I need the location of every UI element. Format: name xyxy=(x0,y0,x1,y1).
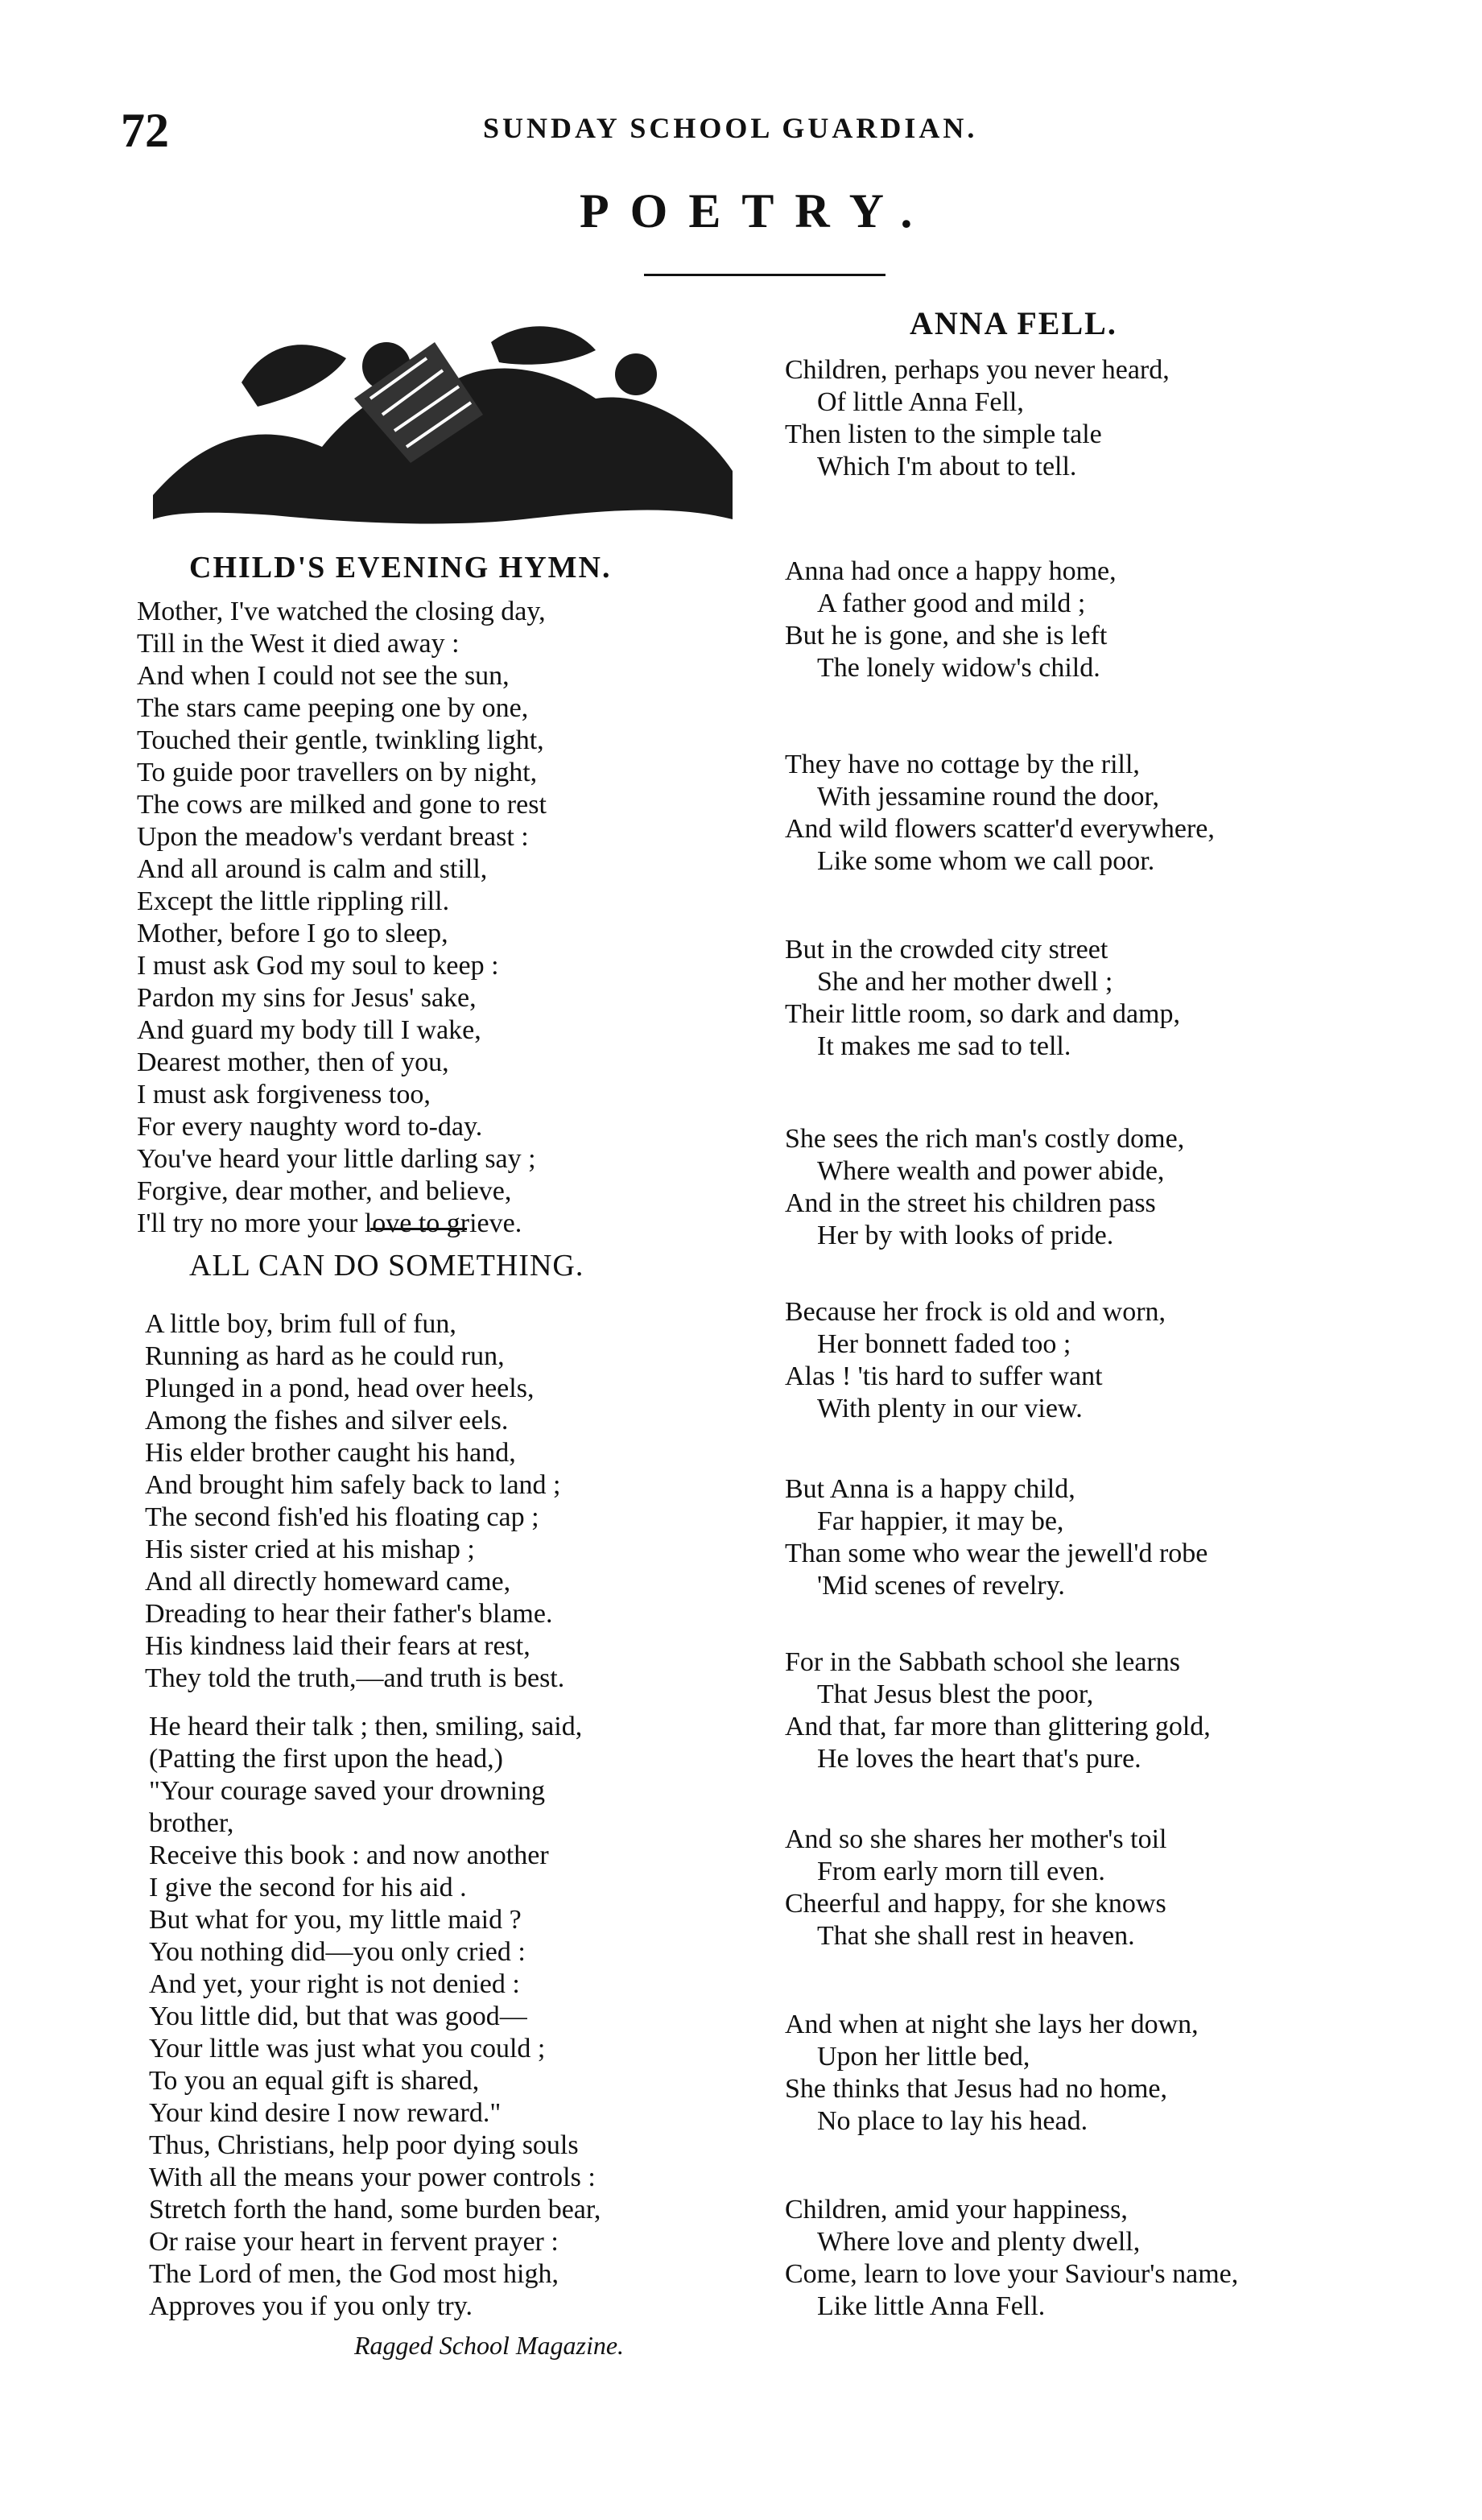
poem-line: To you an equal gift is shared, xyxy=(149,2066,480,2096)
poem-line: "Your courage saved your drowning xyxy=(149,1776,546,1806)
poem-line: From early morn till even. xyxy=(817,1857,1105,1886)
poem-line: To guide poor travellers on by night, xyxy=(137,758,538,787)
poem-line: Where wealth and power abide, xyxy=(817,1156,1165,1186)
poem-line: And when at night she lays her down, xyxy=(785,2010,1199,2039)
poem-line: I give the second for his aid . xyxy=(149,1873,467,1902)
poem-line: Mother, I've watched the closing day, xyxy=(137,597,546,626)
poem-line: Like some whom we call poor. xyxy=(817,846,1155,876)
poem-line: Running as hard as he could run, xyxy=(145,1341,505,1371)
anna-fell-stanza xyxy=(785,749,1215,878)
poem-line: Cheerful and happy, for she knows xyxy=(785,1889,1166,1919)
anna-fell-stanza xyxy=(785,1473,1207,1602)
poem-line: I must ask God my soul to keep : xyxy=(137,951,499,981)
poem-line: And wild flowers scatter'd everywhere, xyxy=(785,814,1215,844)
section-title: POETRY. xyxy=(580,184,934,238)
poem-line: And all directly homeward came, xyxy=(145,1567,511,1597)
poem-line: Upon the meadow's verdant breast : xyxy=(137,822,529,852)
poem-line: Dreading to hear their father's blame. xyxy=(145,1599,553,1629)
poem-line: The Lord of men, the God most high, xyxy=(149,2259,559,2289)
poem-line: Her bonnett faded too ; xyxy=(817,1329,1071,1359)
poem-line: They told the truth,—and truth is best. xyxy=(145,1663,565,1693)
poem-line: Children, perhaps you never heard, xyxy=(785,355,1170,385)
poem-line: That Jesus blest the poor, xyxy=(817,1679,1094,1709)
childs-evening-hymn-lines xyxy=(137,596,547,1240)
vignette-illustration xyxy=(145,310,741,535)
all-can-do-something-stanza-1 xyxy=(145,1308,564,1695)
poem-line: You little did, but that was good— xyxy=(149,2002,527,2031)
poem-line: And all around is calm and still, xyxy=(137,854,488,884)
poem-line: She sees the rich man's costly dome, xyxy=(785,1124,1185,1154)
poem-line: Of little Anna Fell, xyxy=(817,387,1024,417)
poem-line: Or raise your heart in fervent prayer : xyxy=(149,2227,559,2257)
poem-line: That she shall rest in heaven. xyxy=(817,1921,1135,1951)
anna-fell-stanza xyxy=(785,2009,1199,2138)
running-head: SUNDAY SCHOOL GUARDIAN. xyxy=(483,112,978,144)
anna-fell-stanza xyxy=(785,2194,1238,2323)
poem-line: I'll try no more your love to grieve. xyxy=(137,1208,522,1238)
poem-line: Stretch forth the hand, some burden bear, xyxy=(149,2195,601,2225)
poem-line: You nothing did—you only cried : xyxy=(149,1937,526,1967)
poem-line: A little boy, brim full of fun, xyxy=(145,1309,456,1339)
anna-fell-stanza xyxy=(785,354,1170,483)
poem-line: I must ask forgiveness too, xyxy=(137,1080,431,1109)
poem-line: Except the little rippling rill. xyxy=(137,886,450,916)
poem-line: With plenty in our view. xyxy=(817,1394,1083,1423)
anna-fell-stanza xyxy=(785,1646,1211,1775)
poem-line: It makes me sad to tell. xyxy=(817,1031,1071,1061)
poem-line: But in the crowded city street xyxy=(785,935,1108,965)
poem-line: Far happier, it may be, xyxy=(817,1506,1064,1536)
poem-line: (Patting the first upon the head,) xyxy=(149,1744,504,1774)
poem-line: The lonely widow's child. xyxy=(817,653,1100,683)
poem-line: With all the means your power controls : xyxy=(149,2163,596,2192)
anna-fell-stanza xyxy=(785,556,1117,684)
poem-line: Touched their gentle, twinkling light, xyxy=(137,725,544,755)
poem-line: And guard my body till I wake, xyxy=(137,1015,481,1045)
poem-line: And brought him safely back to land ; xyxy=(145,1470,561,1500)
poem-line: Plunged in a pond, head over heels, xyxy=(145,1374,535,1403)
poem-line: And so she shares her mother's toil xyxy=(785,1824,1167,1854)
poem-line: Till in the West it died away : xyxy=(137,629,460,659)
poem-line: Than some who wear the jewell'd robe xyxy=(785,1539,1208,1568)
poem-line: Then listen to the simple tale xyxy=(785,419,1102,449)
poem-line: Thus, Christians, help poor dying souls xyxy=(149,2130,579,2160)
poem-line: They have no cottage by the rill, xyxy=(785,750,1140,779)
attribution: Ragged School Magazine. xyxy=(354,2331,625,2360)
poem-line: For every naughty word to-day. xyxy=(137,1112,483,1142)
page-number: 72 xyxy=(121,104,169,157)
poem-line: Their little room, so dark and damp, xyxy=(785,999,1180,1029)
poem-line: The cows are milked and gone to rest xyxy=(137,790,547,820)
poem-line: Approves you if you only try. xyxy=(149,2291,473,2321)
poem-line: He loves the heart that's pure. xyxy=(817,1744,1141,1774)
poem-line: And in the street his children pass xyxy=(785,1188,1156,1218)
poem-line: Among the fishes and silver eels. xyxy=(145,1406,509,1436)
poem-line: And yet, your right is not denied : xyxy=(149,1969,520,1999)
poem-line: And that, far more than glittering gold, xyxy=(785,1712,1211,1741)
poem-line: 'Mid scenes of revelry. xyxy=(817,1571,1065,1601)
poem-line: Mother, before I go to sleep, xyxy=(137,919,448,948)
poem-line: She thinks that Jesus had no home, xyxy=(785,2074,1168,2104)
poem-title-all-can-do-something: ALL CAN DO SOMETHING. xyxy=(189,1249,584,1283)
poem-line: Pardon my sins for Jesus' sake, xyxy=(137,983,477,1013)
title-rule xyxy=(644,274,885,276)
poem-line: Because her frock is old and worn, xyxy=(785,1297,1166,1327)
poem-line: Upon her little bed, xyxy=(817,2042,1030,2072)
poem-line: The stars came peeping one by one, xyxy=(137,693,529,723)
poem-line: Children, amid your happiness, xyxy=(785,2195,1128,2225)
poem-line: But Anna is a happy child, xyxy=(785,1474,1075,1504)
poem-line: Receive this book : and now another xyxy=(149,1840,549,1870)
poem-line: His kindness laid their fears at rest, xyxy=(145,1631,530,1661)
poem-line: With jessamine round the door, xyxy=(817,782,1160,812)
poem-line: For in the Sabbath school she learns xyxy=(785,1647,1181,1677)
poem-line: Dearest mother, then of you, xyxy=(137,1047,449,1077)
poem-line: A father good and mild ; xyxy=(817,589,1086,618)
poem-line: Alas ! 'tis hard to suffer want xyxy=(785,1361,1103,1391)
poem-separator-rule xyxy=(370,1228,467,1230)
poem-line: Where love and plenty dwell, xyxy=(817,2227,1141,2257)
poem-line: And when I could not see the sun, xyxy=(137,661,510,691)
poem-line: Your kind desire I now reward." xyxy=(149,2098,502,2128)
poem-line: She and her mother dwell ; xyxy=(817,967,1113,997)
poem-line: Her by with looks of pride. xyxy=(817,1221,1114,1250)
poem-line: You've heard your little darling say ; xyxy=(137,1144,536,1174)
poem-line: But he is gone, and she is left xyxy=(785,621,1108,651)
poem-line: Anna had once a happy home, xyxy=(785,556,1117,586)
poem-line: He heard their talk ; then, smiling, said, xyxy=(149,1712,583,1741)
poem-line: Like little Anna Fell. xyxy=(817,2291,1046,2321)
poem-line: Your little was just what you could ; xyxy=(149,2034,546,2064)
poem-line: His elder brother caught his hand, xyxy=(145,1438,516,1468)
poem-line: Come, learn to love your Saviour's name, xyxy=(785,2259,1239,2289)
anna-fell-stanza xyxy=(785,1123,1184,1252)
all-can-do-something-stanza-2 xyxy=(149,1711,601,2323)
anna-fell-stanza xyxy=(785,934,1180,1063)
anna-fell-stanza xyxy=(785,1296,1166,1425)
anna-fell-stanza xyxy=(785,1824,1167,1952)
poem-line: No place to lay his head. xyxy=(817,2106,1088,2136)
poem-line: Forgive, dear mother, and believe, xyxy=(137,1176,512,1206)
poem-title-childs-evening-hymn: CHILD'S EVENING HYMN. xyxy=(189,551,612,585)
poem-line: The second fish'ed his floating cap ; xyxy=(145,1502,539,1532)
poem-line: But what for you, my little maid ? xyxy=(149,1905,522,1935)
poem-title-anna-fell: ANNA FELL. xyxy=(910,305,1117,341)
poem-line: brother, xyxy=(149,1808,234,1838)
poem-line: Which I'm about to tell. xyxy=(817,452,1077,481)
poem-line: His sister cried at his mishap ; xyxy=(145,1535,475,1564)
